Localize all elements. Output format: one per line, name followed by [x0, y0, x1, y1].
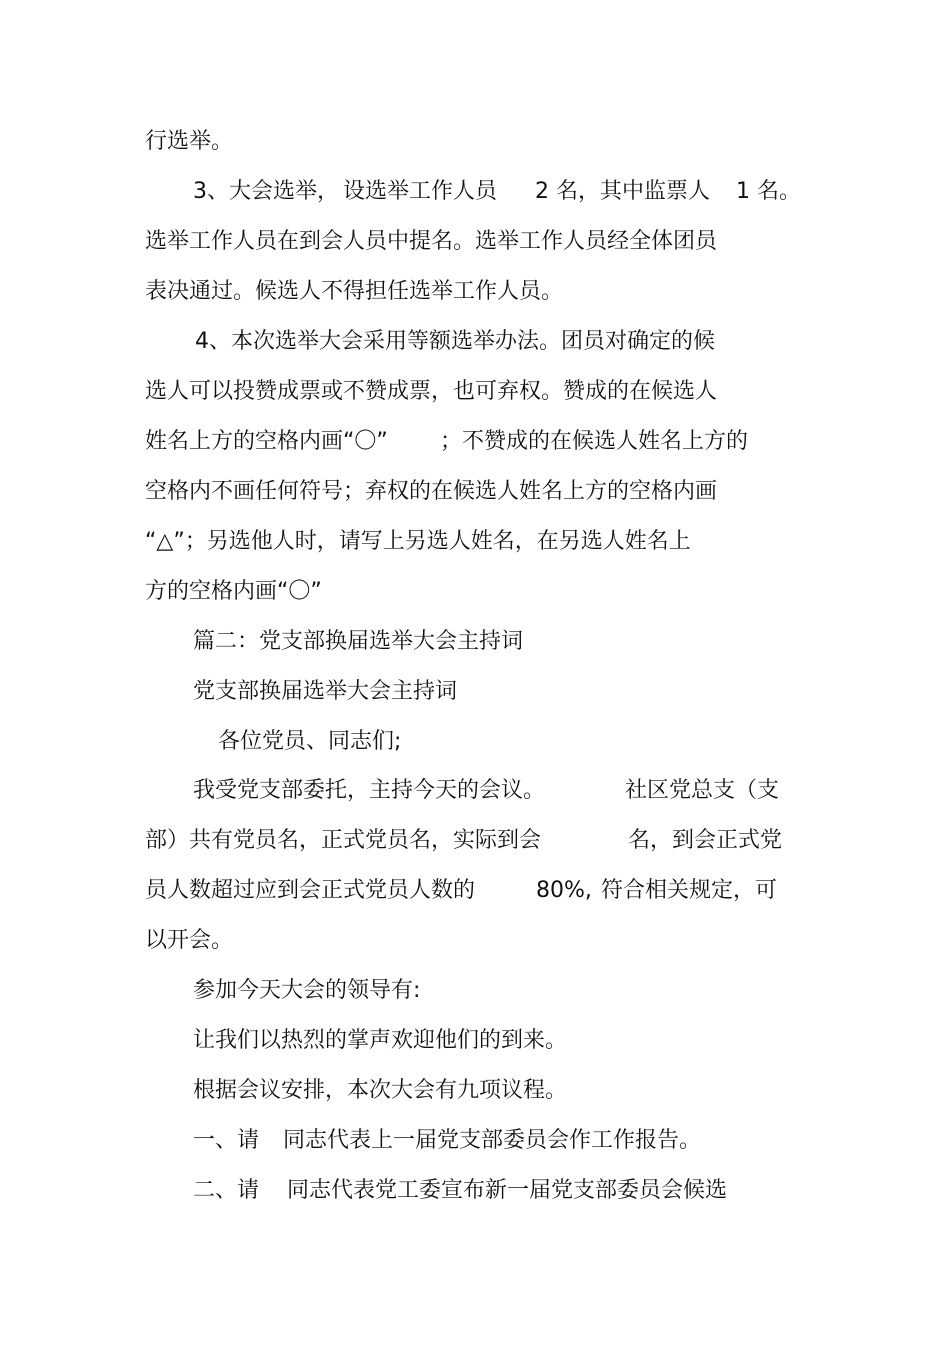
text-segment: 2 名，其中监票人	[535, 179, 710, 204]
text-segment: 参加今天大会的领导有:	[193, 978, 421, 1003]
text-segment: 让我们以热烈的掌声欢迎他们的到来。	[193, 1028, 568, 1053]
text-segment: 选举工作人员在到会人员中提名。选举工作人员经全体团员	[145, 229, 718, 254]
text-segment: 空格内不画任何符号；弃权的在候选人姓名上方的空格内画	[145, 479, 718, 504]
text-segment: ；不赞成的在候选人姓名上方的	[440, 429, 749, 454]
text-segment: 同志代表上一届党支部委员会作工作报告。	[283, 1128, 702, 1153]
text-segment: 行选举。	[145, 129, 234, 154]
text-segment: 名，到会正式党	[628, 828, 783, 853]
text-segment: 设选举工作人员	[343, 179, 498, 204]
text-segment: 各位党员、同志们;	[218, 729, 402, 754]
text-segment: 部）共有党员名，正式党员名，实际到会	[145, 828, 542, 853]
text-segment: 篇二：党支部换届选举大会主持词	[193, 629, 524, 654]
text-segment: 一、请	[193, 1128, 260, 1153]
text-segment: 表决通过。候选人不得担任选举工作人员。	[145, 279, 564, 304]
text-segment: 80%,	[536, 878, 592, 903]
text-segment: 二、请	[193, 1178, 260, 1203]
text-segment: 以开会。	[145, 928, 234, 953]
text-segment: “△”；另选他人时，请写上另选人姓名，在另选人姓名上	[145, 529, 691, 554]
text-segment: 员人数超过应到会正式党员人数的	[145, 878, 476, 903]
text-segment: 选人可以投赞成票或不赞成票，也可弃权。赞成的在候选人	[145, 379, 718, 404]
text-segment: 3、大会选举，	[193, 179, 339, 204]
text-segment: 符合相关规定，可	[601, 878, 778, 903]
text-segment: 我受党支部委托，主持今天的会议。	[193, 778, 546, 803]
text-segment: 方的空格内画“〇”	[145, 579, 322, 604]
text-segment: 姓名上方的空格内画“〇”	[145, 429, 388, 454]
text-segment: 根据会议安排，本次大会有九项议程。	[193, 1078, 568, 1103]
text-segment: 社区党总支（支	[625, 778, 780, 803]
text-segment: 4、本次选举大会采用等额选举办法。团员对确定的候	[195, 329, 715, 354]
text-segment: 同志代表党工委宣布新一届党支部委员会候选	[287, 1178, 728, 1203]
text-segment: 党支部换届选举大会主持词	[193, 679, 458, 704]
text-segment: 1 名。	[736, 179, 801, 204]
